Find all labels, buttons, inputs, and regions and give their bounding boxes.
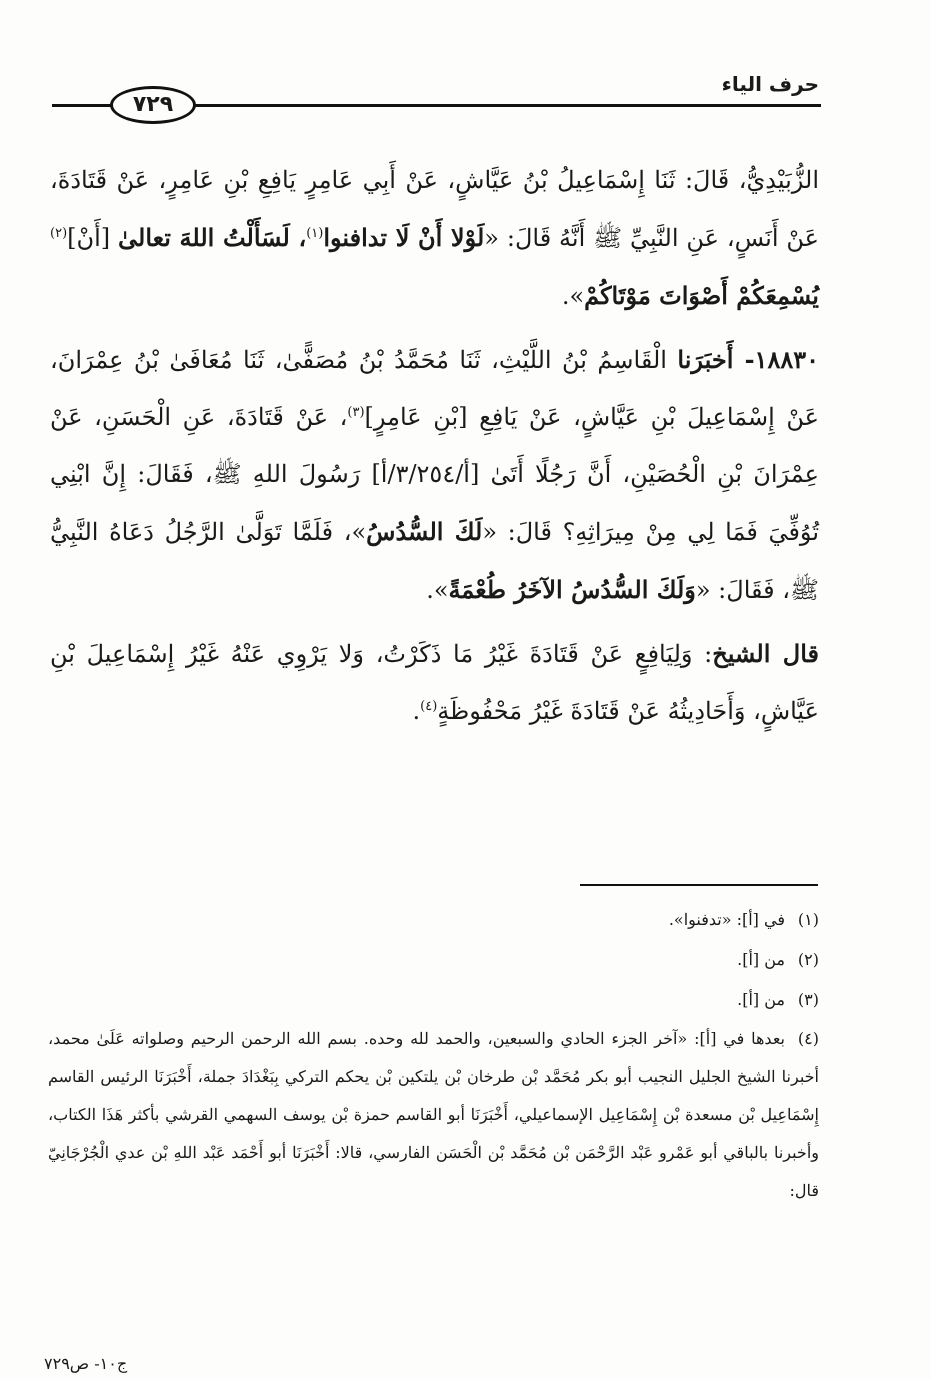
footnote-2 bbox=[48, 940, 819, 980]
hadith-number: ١٨٨٣٠- bbox=[733, 345, 819, 374]
hadith-text: ، لَسَأَلْتُ اللهَ تعالىٰ bbox=[118, 223, 307, 252]
footnote-4 bbox=[48, 1020, 819, 1210]
text: الْقَاسِمُ بْنُ اللَّيْثِ، ثَنَا مُحَمَّدُ بْنُ مُصَفًّىٰ، ثَنَا مُعَافَىٰ بْنُ عِمْرَانَ، عَنْ إِسْمَاعِيلَ بْنِ عَيَّاشٍ، عَنْ يَافِعِ [بْنِ عَامِرٍ] bbox=[50, 346, 820, 431]
footnote-text: من [أ]. bbox=[737, 990, 785, 1009]
footnote-ref-1[interactable]: (١) bbox=[306, 226, 324, 241]
footnote-number: (١) bbox=[797, 910, 819, 929]
paragraph-2 bbox=[50, 331, 819, 619]
footnote-3 bbox=[48, 980, 819, 1020]
text: ». bbox=[426, 576, 449, 604]
volume-page-reference: ج١٠- ص٧٢٩ bbox=[44, 1354, 128, 1373]
hadith-text: يُسْمِعَكُمْ أَصْوَاتَ مَوْتَاكُمْ bbox=[584, 281, 819, 310]
main-text bbox=[50, 152, 819, 746]
running-header-title: حرف الياء bbox=[721, 72, 819, 96]
narration-verb: أَخبَرَنا bbox=[677, 345, 734, 374]
text: [أَنْ] bbox=[67, 224, 119, 252]
footnote-text: من [أ]. bbox=[737, 950, 785, 969]
footnotes bbox=[48, 900, 819, 1210]
hadith-text: لَكَ السُّدُسُ bbox=[366, 517, 483, 546]
text: ، عَنْ قَتَادَةَ، عَنِ الْحَسَنِ، عَنْ عِمْرَانَ بْنِ الْحُصَيْنِ، أَنَّ رَجُلًا أَتَىٰ [أ/٣/٢٥٤/أ] رَسُولَ اللهِ ﷺ، فَقَالَ: إِنَّ ابْنِي تُوُفِّيَ فَمَا لِي مِنْ مِيرَاثِهِ؟ قَالَ: « bbox=[50, 403, 820, 546]
footnote-number: (٣) bbox=[797, 990, 819, 1009]
footnote-ref-2[interactable]: (٢) bbox=[50, 226, 68, 241]
paragraph-1 bbox=[50, 152, 819, 325]
footnote-text: في [أ]: «تدفنوا». bbox=[668, 910, 785, 929]
text: »، فَلَمَّا تَوَلَّىٰ الرَّجُلُ دَعَاهُ النَّبِيُّ ﷺ، فَقَالَ: « bbox=[50, 518, 819, 604]
hadith-text: لَوْلا أَنْ لَا تدافنوا bbox=[323, 223, 485, 252]
footnote-ref-3[interactable]: (٣) bbox=[347, 405, 365, 420]
footnote-1 bbox=[48, 900, 819, 940]
footnote-text: بعدها في [أ]: «آخر الجزء الحادي والسبعين، والحمد لله وحده. بسم الله الرحمن الرحيم وصلواته عَلَىٰ محمد، أخبرنا الشيخ الجليل النجيب أبو بكر مُحَمَّد بْن طرخان بْن يلتكين بْن يحكم التركي بِبَغْدَادَ جملة، أَخْبَرَنَا الرئيس القاسم إِسْمَاعِيل بْن مسعدة بْن إِسْمَاعِيل الإسماعيلي، أَخْبَرَنَا أبو القاسم حمزة بْن يوسف السهمي القرشي بأكثر هَذَا الكتاب، وأخبرنا بالباقي أبو عَمْرو عَبْد الرَّحْمَن بْن مُحَمَّد بْن الْحَسَن الفارسي، قالا: أَخْبَرَنَا أبو أَحْمَد عَبْد اللهِ بْن عدي الْجُرْجَانِيّ قال: bbox=[48, 1029, 819, 1200]
page-number: ٧٢٩ bbox=[110, 86, 196, 124]
text: ». bbox=[561, 282, 585, 310]
text: : وَلِيَافِعٍ عَنْ قَتَادَةَ غَيْرُ مَا ذَكَرْتُ، وَلا يَرْوِي عَنْهُ غَيْرُ إِسْمَاعِيلَ بْنِ عَيَّاشٍ، وَأَحَادِيثُهُ عَنْ قَتَادَةَ غَيْرُ مَحْفُوظَةٍ bbox=[50, 640, 819, 725]
paragraph-3 bbox=[50, 625, 819, 740]
text: . bbox=[412, 697, 421, 725]
footnote-number: (٤) bbox=[797, 1029, 819, 1048]
hadith-text: وَلَكَ السُّدُسُ الآخَرُ طُعْمَةً bbox=[448, 575, 696, 604]
footnote-number: (٢) bbox=[797, 950, 819, 969]
footnote-ref-4[interactable]: (٤) bbox=[420, 699, 438, 714]
text: الزُّبَيْدِيُّ، قَالَ: ثَنَا إِسْمَاعِيلُ بْنُ عَيَّاشٍ، عَنْ أَبِي عَامِرٍ يَافِعِ بْنِ عَامِرٍ، عَنْ قَتَادَةَ، عَنْ أَنَسٍ، عَنِ النَّبِيِّ ﷺ أَنَّهُ قَالَ: « bbox=[50, 166, 820, 252]
footnote-separator bbox=[580, 884, 818, 886]
sheikh-label: قال الشيخ bbox=[712, 639, 820, 668]
